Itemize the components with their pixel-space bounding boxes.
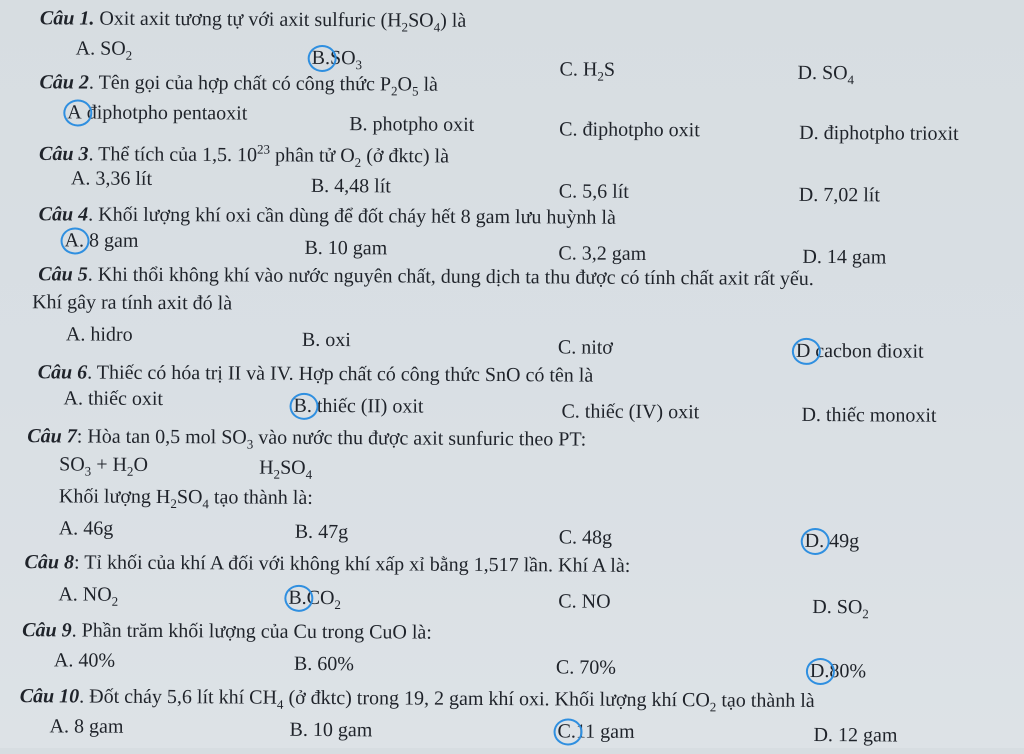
q2-option-a[interactable]: A điphotpho pentaoxit	[67, 101, 248, 125]
answer-circle-mark: B.	[293, 394, 312, 417]
question-8: Câu 8: Tỉ khối của khí A đối với không khí xấp xỉ bằng 1,517 lần. Khí A là:	[24, 551, 631, 577]
answer-circle-mark: D.	[804, 529, 825, 553]
q8-option-a[interactable]: A. $NO_2$	[58, 583, 119, 609]
q5-option-b[interactable]: B. oxi	[301, 328, 351, 352]
answer-circle-mark: A.	[64, 229, 85, 252]
q2-option-d[interactable]: D. điphotpho trioxit	[799, 121, 959, 145]
q4-option-a[interactable]: A. 8 gam	[64, 229, 139, 252]
q3-option-b[interactable]: B. 4,48 lít	[310, 174, 391, 198]
answer-circle-mark: D	[795, 339, 811, 362]
q3-option-a[interactable]: A. 3,36 lít	[70, 167, 153, 190]
question-7-line-3: Khối lượng $H_2SO_4$ tạo thành là:	[58, 485, 313, 512]
question-4: Câu 4. Khối lượng khí oxi cần dùng để đốt cháy hết 8 gam lưu huỳnh là	[38, 203, 616, 229]
q1-option-d[interactable]: D. $SO_4$	[797, 61, 855, 88]
question-2: Câu 2. Tên gọi của hợp chất có công thức $P_2O_5$ là	[39, 71, 439, 99]
q8-option-b[interactable]: $B.CO_2$	[288, 586, 341, 613]
question-6: Câu 6. Thiếc có hóa trị II và IV. Hợp chất có công thức SnO có tên là	[37, 361, 594, 387]
question-9: Câu 9. Phần trăm khối lượng của Cu trong CuO là:	[22, 619, 432, 644]
question-3: Câu 3. Thể tích của 1,5. $10^{23}$ phân tử $O_2$ (ở đktc) là	[38, 141, 450, 170]
q1-option-b[interactable]: $B.SO_3$	[311, 46, 363, 73]
q5-option-d[interactable]: D cacbon đioxit	[795, 339, 924, 363]
q4-option-c[interactable]: C. 3,2 gam	[558, 242, 647, 265]
q6-option-b[interactable]: B. thiếc (II) oxit	[293, 394, 424, 418]
answer-circle-mark: A	[67, 101, 82, 124]
q7-option-b[interactable]: B. 47g	[294, 520, 349, 544]
q3-option-d[interactable]: D. 7,02 lít	[798, 183, 881, 207]
question-1: Câu 1. Oxit axit tương tự với axit sulfuric $(H_2SO_4)$ là	[39, 7, 467, 35]
q4-option-d[interactable]: D. 14 gam	[802, 245, 887, 269]
q9-option-b[interactable]: B. 60%	[293, 652, 355, 676]
answer-circle-mark: B.	[288, 586, 307, 609]
q1-option-a[interactable]: A. $SO_2$	[75, 37, 133, 63]
q6-option-d[interactable]: D. thiếc monoxit	[801, 403, 937, 427]
question-5-line-2: Khí gây ra tính axit đó là	[32, 291, 233, 315]
q10-option-d[interactable]: D. 12 gam	[813, 723, 898, 747]
q9-option-a[interactable]: A. 40%	[53, 649, 116, 672]
q5-option-a[interactable]: A. hidro	[65, 323, 133, 346]
q5-option-c[interactable]: C. nitơ	[557, 336, 614, 359]
q2-option-c[interactable]: C. điphotpho oxit	[559, 118, 700, 142]
q2-option-b[interactable]: B. photpho oxit	[349, 113, 475, 136]
q6-option-c[interactable]: C. thiếc (IV) oxit	[561, 400, 700, 424]
q10-option-a[interactable]: A. 8 gam	[49, 715, 124, 738]
q3-option-c[interactable]: C. 5,6 lít	[558, 180, 629, 203]
q8-option-c[interactable]: C. NO	[558, 590, 611, 613]
answer-circle-mark: B.	[311, 46, 331, 70]
q7-option-d[interactable]: D. 49g	[804, 529, 860, 553]
question-number: Câu 1.	[39, 7, 95, 30]
answer-circle-mark: D.	[809, 659, 830, 683]
question-10: Câu 10. Đốt cháy 5,6 lít khí $CH_4$ (ở đktc) trong 19, 2 gam khí oxi. Khối lượng khí $CO_2$ tạo thành là	[19, 685, 815, 715]
q7-option-c[interactable]: C. 48g	[558, 526, 613, 549]
q6-option-a[interactable]: A. thiếc oxit	[63, 387, 164, 411]
q1-option-c[interactable]: C. $H_2S$	[559, 58, 616, 84]
equation-product: $H_2SO_4$	[259, 456, 313, 482]
question-5: Câu 5. Khi thổi không khí vào nước nguyên chất, dung dịch ta thu được có tính chất axit rất yếu.	[38, 263, 814, 290]
q8-option-d[interactable]: D. $SO_2$	[812, 595, 869, 622]
q7-option-a[interactable]: A. 46g	[58, 517, 114, 540]
q9-option-d[interactable]: D.80%	[809, 659, 867, 683]
q4-option-b[interactable]: B. 10 gam	[304, 236, 388, 260]
question-7: Câu 7: Hòa tan 0,5 mol $SO_3$ vào nước thu được axit sunfuric theo PT:	[27, 425, 587, 452]
equation-reactants: $SO_3 + H_2O$	[59, 453, 148, 479]
answer-circle-mark: C.	[557, 720, 576, 743]
q10-option-c[interactable]: C.11 gam	[557, 720, 635, 743]
q10-option-b[interactable]: B. 10 gam	[289, 718, 373, 742]
q9-option-c[interactable]: C. 70%	[555, 656, 617, 679]
